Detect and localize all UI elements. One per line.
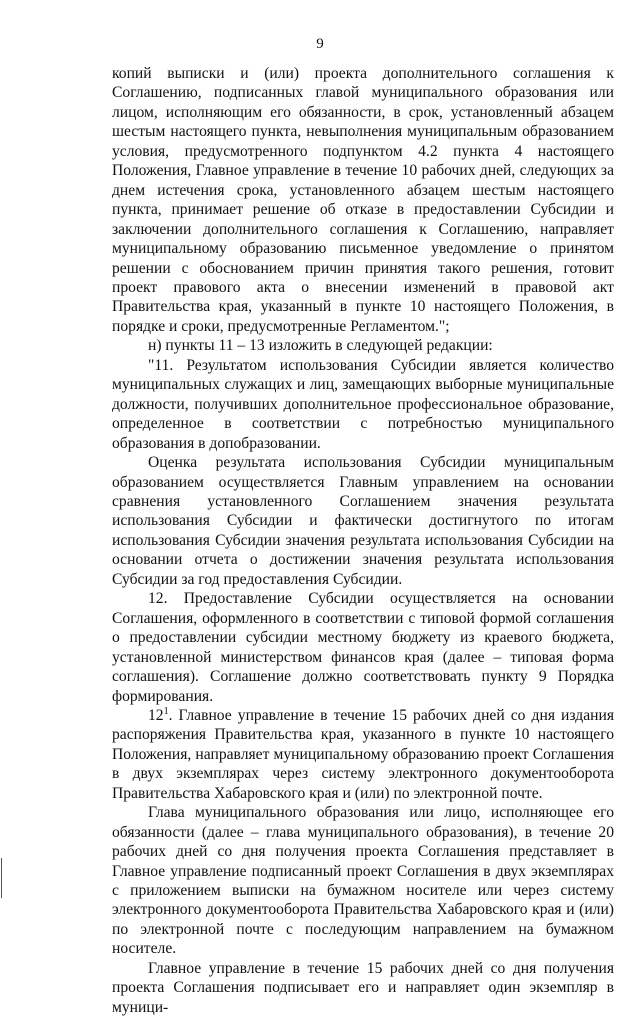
- paragraph-result-evaluation: Оценка результата использования Субсидии муниципальным образованием осуществляется Главным управлением на основании сравнения установленного Соглашением значения результата использования Субсидии и фактически достигнутого по итогам использования Субсидии значения результата использования Субсидии на основании отчета о достижении значения результата использования Субсидии за год предоставления Субсидии.: [112, 454, 614, 588]
- document-body: [112, 64, 614, 1017]
- paragraph-amendment-intro: н) пункты 11 – 13 изложить в следующей редакции:: [148, 337, 493, 355]
- paragraph-point-12: 12. Предоставление Субсидии осуществляется на основании Соглашения, оформленного в соответствии с типовой формой соглашения о предоставлении субсидии местному бюджету из краевого бюджета, установленной министерством финансов края (далее – типовая форма соглашения). Соглашение должно соответствовать пункту 9 Порядка формирования.: [112, 590, 614, 705]
- paragraph-continuation: копий выписки и (или) проекта дополнительного соглашения к Соглашению, подписанных главой муниципального образования или лицом, исполняющим его обязанности, в срок, установленный абзацем шестым настоящего пункта, невыполнения муниципальным образованием условия, предусмотренного подпунктом 4.2 пункта 4 настоящего Положения, Главное управление в течение 10 рабочих дней, следующих за днем истечения срока, установленного абзацем шестым настоящего пункта, принимает решение об отказе в предоставлении Субсидии и заключении дополнительного соглашения к Соглашению, направляет муниципальному образованию письменное уведомление о принятом решении с обоснованием причин принятия такого решения, готовит проект правового акта о внесении изменений в правовой акт Правительства края, указанный в пункте 10 настоящего Положения, в порядке и сроки, предусмотренные Регламентом.";: [112, 65, 614, 335]
- paragraph-head-of-municipality: Глава муниципального образования или лицо, исполняющее его обязанности (далее – глава муниципального образования), в течение 20 рабочих дней со дня получения проекта Соглашения представляет в Главное управление подписанный проект Соглашения в двух экземплярах с приложением выписки на бумажном носителе или через систему электронного документооборота Правительства Хабаровского края и (или) по электронной почте с последующим направлением на бумажном носителе.: [112, 804, 614, 958]
- clause-number: 12: [148, 706, 164, 724]
- clause-superscript: 1: [163, 705, 169, 717]
- paragraph-point-12-1: [112, 706, 614, 803]
- clause-text: . Главное управление в течение 15 рабочих дней со дня издания распоряжения Правительства края, указанного в пункте 10 настоящего Положения, направляет муниципальному образованию проект Соглашения в двух экземплярах через систему электронного документооборота Правительства Хабаровского края и (или) по электронной почте.: [112, 706, 614, 802]
- page-number: 9: [316, 36, 324, 52]
- paragraph-signing: Главное управление в течение 15 рабочих дней со дня получения проекта Соглашения подписывает его и направляет один экземпляр в муници-: [112, 959, 614, 1016]
- scan-margin-line: [1, 858, 2, 898]
- paragraph-point-11: "11. Результатом использования Субсидии является количество муниципальных служащих и лиц, замещающих выборные муниципальные должности, получивших дополнительное профессиональное образование, определенное в соответствии с потребностью муниципального образования в допобразовании.: [112, 356, 614, 452]
